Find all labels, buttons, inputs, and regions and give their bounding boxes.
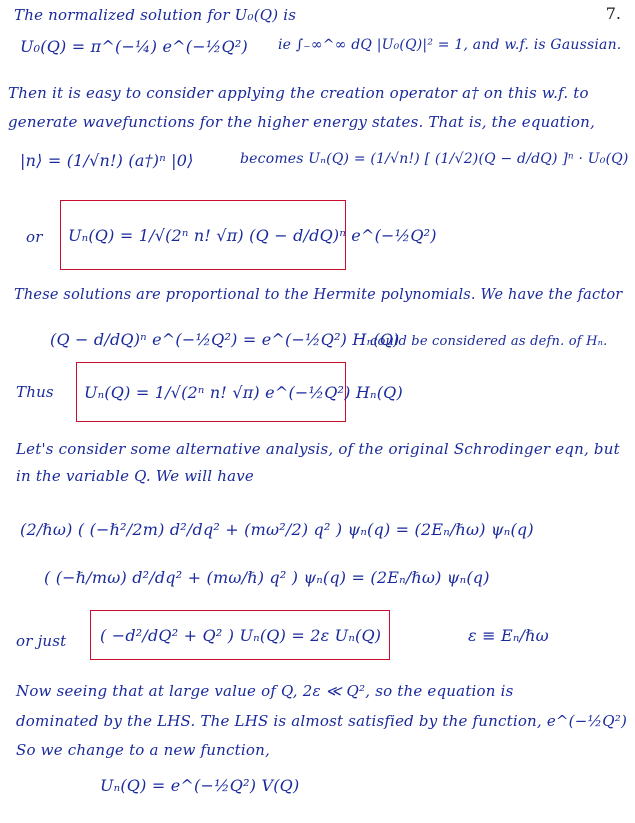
equation: ε ≡ Eₙ/ℏω (468, 626, 549, 645)
text-line: or (26, 228, 43, 246)
text-line: Thus (16, 383, 54, 401)
page-number: 7. (605, 4, 621, 23)
text-line: or just (16, 632, 67, 650)
text-line: Then it is easy to consider applying the creation operator a† on this w.f. to (8, 84, 589, 102)
equation: ( −d²/dQ² + Q² ) Uₙ(Q) = 2ε Uₙ(Q) (100, 626, 382, 645)
text-line: generate wavefunctions for the higher energy states. That is, the equation, (8, 113, 595, 131)
equation: (2/ℏω) ( (−ℏ²/2m) d²/dq² + (mω²/2) q² ) ψₙ(q) = (2Eₙ/ℏω) ψₙ(q) (20, 520, 534, 539)
text-line: Let's consider some alternative analysis, of the original Schrodinger eqn, but (16, 440, 620, 458)
equation: ie ∫₋∞^∞ dQ |U₀(Q)|² = 1, and w.f. is Gaussian. (278, 37, 622, 53)
equation: ( (−ℏ/mω) d²/dq² + (mω/ℏ) q² ) ψₙ(q) = (2Eₙ/ℏω) ψₙ(q) (44, 568, 490, 587)
text-line: dominated by the LHS. The LHS is almost satisfied by the function, e^(−½Q²) (16, 712, 628, 730)
text-line: These solutions are proportional to the Hermite polynomials. We have the factor (14, 287, 623, 303)
equation: |n⟩ = (1/√n!) (a†)ⁿ |0⟩ (20, 151, 194, 170)
equation: becomes Uₙ(Q) = (1/√n!) [ (1/√2)(Q − d/dQ) ]ⁿ · U₀(Q) (240, 151, 629, 167)
text-line: could be considered as defn. of Hₙ. (370, 334, 608, 349)
equation: (Q − d/dQ)ⁿ e^(−½Q²) = e^(−½Q²) Hₙ(Q) (50, 330, 400, 349)
text-line: Now seeing that at large value of Q, 2ε ≪ Q², so the equation is (16, 682, 514, 700)
equation: U₀(Q) = π^(−¼) e^(−½Q²) (20, 37, 248, 56)
text-line: The normalized solution for U₀(Q) is (14, 6, 297, 24)
text-line: So we change to a new function, (16, 741, 270, 759)
equation: Uₙ(Q) = 1/√(2ⁿ n! √π) e^(−½Q²) Hₙ(Q) (84, 383, 403, 402)
text-line: in the variable Q. We will have (16, 467, 255, 485)
equation: Uₙ(Q) = 1/√(2ⁿ n! √π) (Q − d/dQ)ⁿ e^(−½Q²) (68, 226, 437, 245)
equation: Uₙ(Q) = e^(−½Q²) V(Q) (100, 776, 300, 795)
